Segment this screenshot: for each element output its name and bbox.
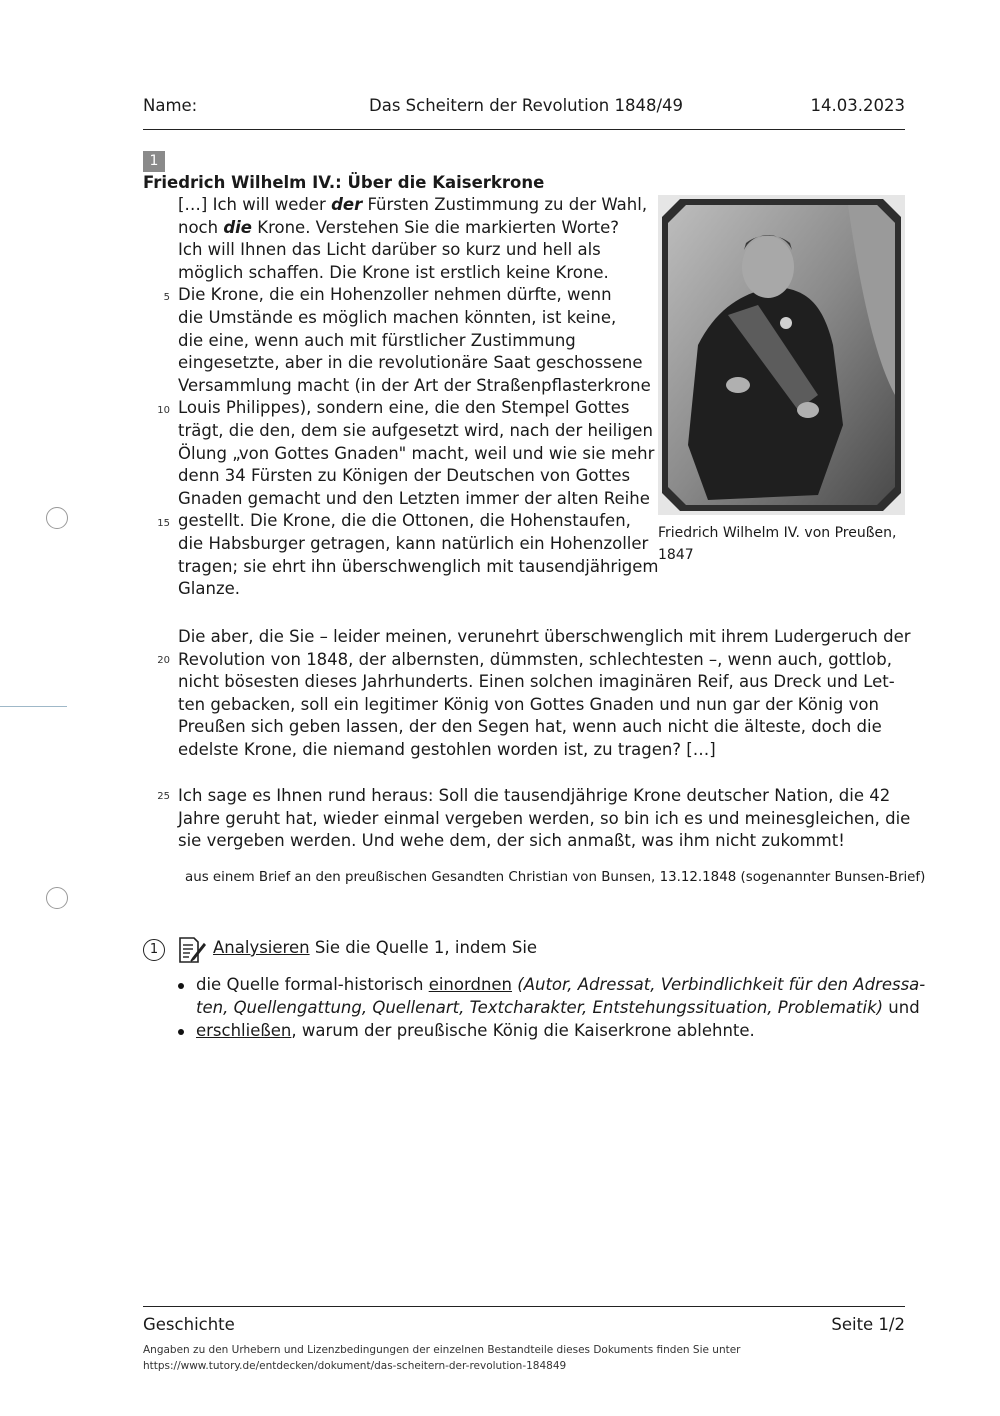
paragraph-1-line: Die Krone, die ein Hohenzoller nehmen dürfte, wenn xyxy=(178,285,612,305)
bullet-1-text: die Quelle formal-historisch xyxy=(196,975,429,994)
paragraph-1-line: die Umstände es möglich machen könnten, ist keine, xyxy=(178,308,617,327)
page-header xyxy=(143,96,905,120)
paragraph-1-line: möglich schaffen. Die Krone ist erstlich keine Krone. xyxy=(178,262,609,282)
line-number-25: 25 xyxy=(157,791,170,802)
bullet-2-keyword: erschließen xyxy=(196,1021,292,1040)
portrait-photo xyxy=(658,195,905,515)
bullet-2-line xyxy=(196,1020,755,1043)
paragraph-1-line: trägt, die den, dem sie aufgesetzt wird, nach der heiligen xyxy=(178,421,653,440)
page-footer xyxy=(143,1315,905,1339)
paragraph-1-line: Louis Philippes), sondern eine, die den Stempel Gottes xyxy=(178,398,630,418)
source-badge: 1 xyxy=(143,151,165,172)
paragraph-1-line: gestellt. Die Krone, die die Ottonen, die Hohenstaufen, xyxy=(178,511,631,531)
paragraph-3-line: Ich sage es Ihnen rund heraus: Soll die tausendjährige Krone deutscher Nation, die 42 xyxy=(178,786,891,805)
paragraph-2-line: Revolution von 1848, der albernsten, dümmsten, schlechtesten –, wenn auch, gottlob, xyxy=(178,649,892,669)
bullet-1-italic-1: (Autor, Adressat, Verbindlichkeit für den Adressa- xyxy=(512,975,926,994)
photo-caption xyxy=(658,522,908,566)
line-number-15: 15 xyxy=(157,518,170,529)
paragraph-1-line: eingesetzte, aber in die revolutionäre Saat geschossene xyxy=(178,353,643,373)
paragraph-1-line: Glanze. xyxy=(178,579,240,599)
paragraph-1-line: tragen; sie ehrt ihn überschwenglich mit tausendjährigem xyxy=(178,556,659,576)
paragraph-2-line: Preußen sich geben lassen, der den Segen hat, wenn auch nicht die älteste, doch die xyxy=(178,717,882,737)
paragraph-1-line: denn 34 Fürsten zu Königen der Deutschen von Gottes xyxy=(178,466,631,486)
bullet-1-line-1 xyxy=(196,974,925,997)
bullet-1-italic-2: ten, Quellengattung, Quellenart, Textcharakter, Entstehungssituation, Problematik) xyxy=(196,998,884,1017)
document-title: Das Scheitern der Revolution 1848/49 xyxy=(369,96,684,115)
paragraph-1-line: Ich will Ihnen das Licht darüber so kurz und hell als xyxy=(178,240,601,260)
bullet-1-marker xyxy=(178,983,184,989)
name-label: Name: xyxy=(143,96,198,115)
line-number-10: 10 xyxy=(157,405,170,416)
task-number: 1 xyxy=(143,939,165,961)
task-heading xyxy=(213,938,537,957)
paragraph-1-line: Versammlung macht (in der Art der Straßenpflasterkrone xyxy=(178,375,651,395)
bullet-2-text: , warum der preußische König die Kaiserkrone ablehnte. xyxy=(291,1021,755,1040)
paragraph-3-line: sie vergeben werden. Und wehe dem, der sich anmaßt, was ihm nicht zukommt! xyxy=(178,831,845,851)
header-divider xyxy=(143,129,905,130)
license-note: Angaben zu den Urhebern und Lizenzbedingungen der einzelnen Bestandteile dieses Dokuments finden Sie unter xyxy=(143,1344,741,1356)
punch-hole-top xyxy=(46,507,68,529)
photo-caption-line-2: 1847 xyxy=(658,547,694,563)
bullet-2-marker xyxy=(178,1029,184,1035)
fold-mark xyxy=(0,706,67,707)
document-date: 14.03.2023 xyxy=(810,96,905,115)
paragraph-2-line: Die aber, die Sie – leider meinen, verunehrt überschwenglich mit ihrem Ludergeruch der xyxy=(178,627,911,646)
paragraph-1-line: noch die Krone. Verstehen Sie die markierten Worte? xyxy=(178,217,620,237)
paragraph-2-line: edelste Krone, die niemand gestohlen worden ist, zu tragen? […] xyxy=(178,740,716,759)
bullet-1-keyword: einordnen xyxy=(428,975,513,994)
paragraph-1-line: die Habsburger getragen, kann natürlich ein Hohenzoller xyxy=(178,534,649,553)
paragraph-2-line: ten gebacken, soll ein legitimer König von Gottes Gnaden und nun gar der König von xyxy=(178,694,879,714)
bullet-1-end: und xyxy=(883,998,920,1017)
writing-icon xyxy=(177,936,207,964)
page-number: Seite 1/2 xyxy=(831,1315,905,1334)
photo-caption-line-1: Friedrich Wilhelm IV. von Preußen, xyxy=(658,525,897,541)
source-citation: aus einem Brief an den preußischen Gesandten Christian von Bunsen, 13.12.1848 (sogenannter Bunsen-Brief) xyxy=(185,870,926,885)
line-number-5: 5 xyxy=(163,292,170,303)
source-title: Friedrich Wilhelm IV.: Über die Kaiserkrone xyxy=(143,173,545,192)
bullet-1-line-2 xyxy=(196,997,920,1020)
paragraph-3-line: Jahre geruht hat, wieder einmal vergeben werden, so bin ich es und meinesgleichen, die xyxy=(178,808,911,828)
line-number-20: 20 xyxy=(157,655,170,666)
punch-hole-bottom xyxy=(46,887,68,909)
subject-label: Geschichte xyxy=(143,1315,235,1334)
paragraph-1-line: Gnaden gemacht und den Letzten immer der alten Reihe xyxy=(178,488,650,508)
paragraph-1-line: […] Ich will weder der Fürsten Zustimmung zu der Wahl, xyxy=(178,195,648,214)
paragraph-2-line: nicht bösesten dieses Jahrhunderts. Einen solchen imaginären Reif, aus Dreck und Let- xyxy=(178,672,895,692)
paragraph-1-line: die eine, wenn auch mit fürstlicher Zustimmung xyxy=(178,330,576,350)
task-heading-rest: Sie die Quelle 1, indem Sie xyxy=(309,938,538,957)
license-url[interactable]: https://www.tutory.de/entdecken/dokument/das-scheitern-der-revolution-184849 xyxy=(143,1360,567,1372)
task-verb: Analysieren xyxy=(213,938,310,957)
footer-divider xyxy=(143,1306,905,1307)
paragraph-1-line: Ölung „von Gottes Gnaden" macht, weil und wie sie mehr xyxy=(178,443,655,463)
